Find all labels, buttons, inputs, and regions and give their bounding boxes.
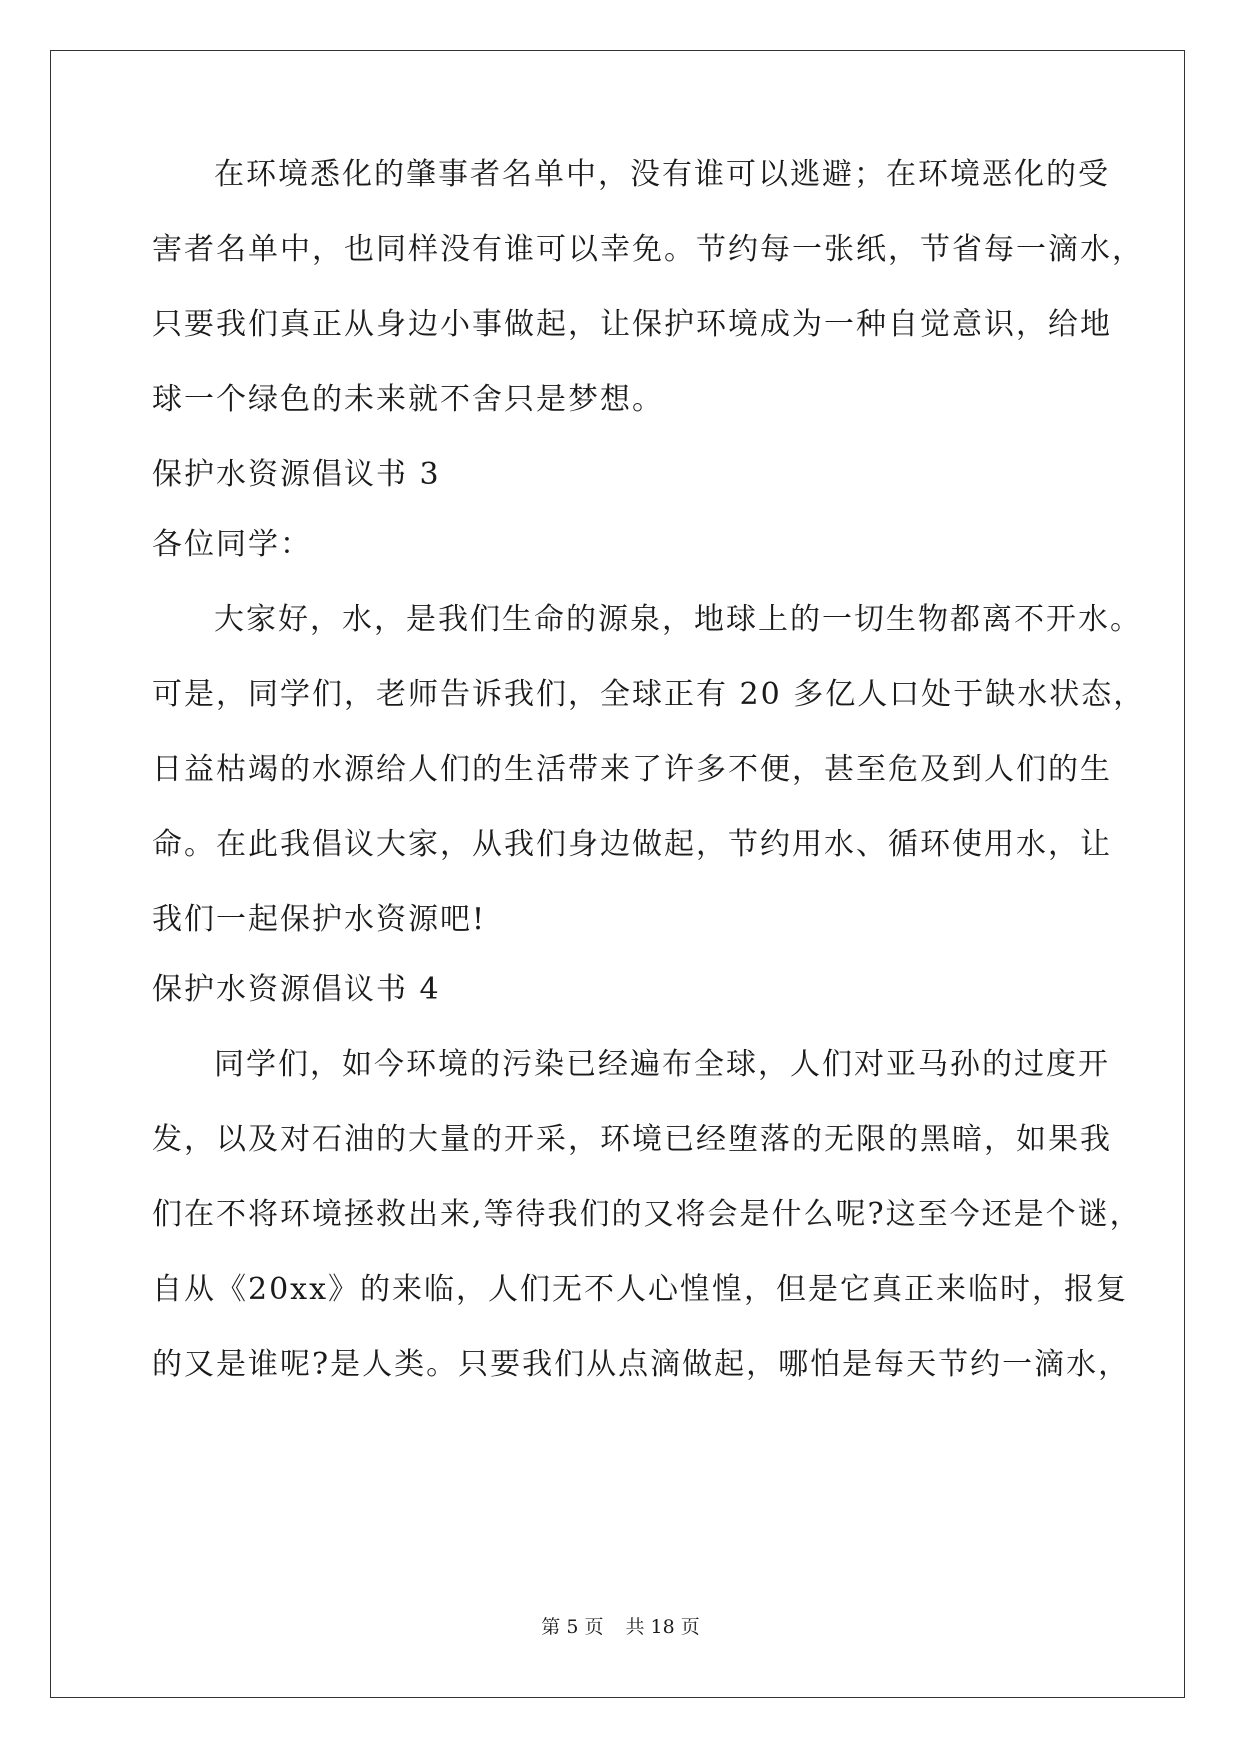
paragraph-line: 的又是谁呢?是人类。只要我们从点滴做起，哪怕是每天节约一滴水， [152,1347,1131,1382]
section-heading: 保护水资源倡议书 4 [152,972,441,1007]
paragraph-line: 大家好，水，是我们生命的源泉，地球上的一切生物都离不开水。 [214,602,1142,637]
paragraph-line: 发，以及对石油的大量的开采，环境已经堕落的无限的黑暗，如果我 [152,1122,1112,1157]
paragraph-line: 们在不将环境拯救出来,等待我们的又将会是什么呢?这至今还是个谜， [152,1197,1142,1232]
paragraph-line: 害者名单中，也同样没有谁可以幸免。节约每一张纸，节省每一滴水， [152,232,1144,267]
paragraph-line: 可是，同学们，老师告诉我们，全球正有 20 多亿人口处于缺水状态， [152,677,1146,712]
paragraph-line: 只要我们真正从身边小事做起，让保护环境成为一种自觉意识，给地 [152,307,1112,342]
paragraph-line: 命。在此我倡议大家，从我们身边做起，节约用水、循环使用水，让 [152,827,1112,862]
paragraph-line: 球一个绿色的未来就不舍只是梦想。 [152,382,664,417]
section-heading: 保护水资源倡议书 3 [152,457,441,492]
paragraph-line: 我们一起保护水资源吧! [152,902,487,937]
page-footer [0,1616,1241,1638]
salutation: 各位同学： [152,527,312,562]
paragraph-line: 同学们，如今环境的污染已经遍布全球，人们对亚马孙的过度开 [214,1047,1110,1082]
page-border [50,50,1185,1698]
paragraph-line: 自从《20xx》的来临，人们无不人心惶惶，但是它真正来临时，报复 [152,1272,1129,1307]
paragraph-line: 日益枯竭的水源给人们的生活带来了许多不便，甚至危及到人们的生 [152,752,1112,787]
paragraph-line: 在环境悉化的肇事者名单中，没有谁可以逃避；在环境恶化的受 [214,157,1110,192]
page-number: 第 5 页 [541,1616,604,1638]
page-total: 共 18 页 [625,1616,700,1638]
